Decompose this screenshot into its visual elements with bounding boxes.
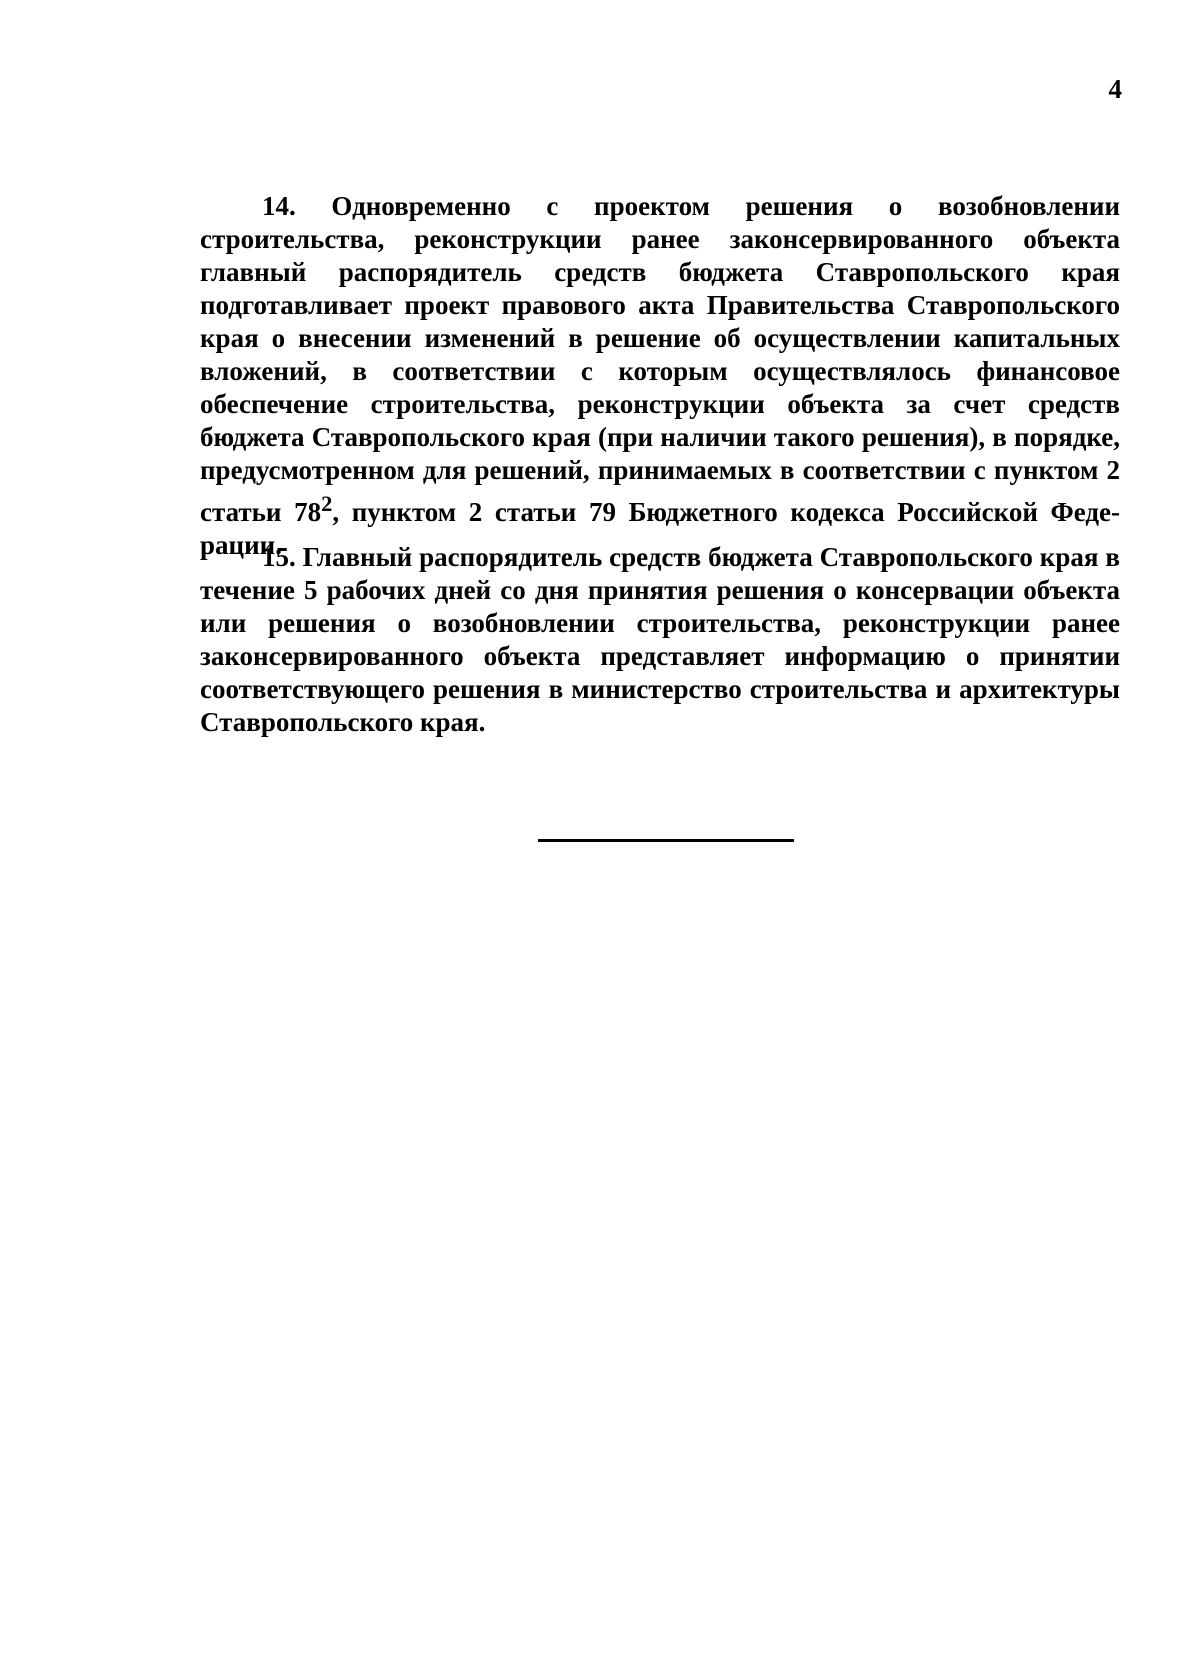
article-superscript: 2 — [321, 491, 333, 516]
paragraph-14-text — [200, 190, 1120, 562]
paragraph-14 — [200, 190, 1120, 562]
page-number: 4 — [1108, 74, 1122, 104]
paragraph-15-text: 15. Главный распорядитель средств бюджета Ставропольского края в течение 5 рабочих дней со дня принятия решения о консервации объекта или решения о возобновлении строительства, реконструкции ранее законсервированного объекта представляет информацию о принятии соответствующего решения в министерство строительства и архитектуры Ставропольского края. — [200, 542, 1120, 737]
closing-divider — [538, 839, 794, 842]
paragraph-14-text-main: 14. Одновременно с проектом решения о возобновлении строительства, реконструкции ранее законсервированного объекта главный распорядитель средств бюджета Ставропольского края подготавливает проект правового акта Правительства Ставропольского края о внесении изменений в решение об осуществлении капитальных вложений, в соответствии с которым осуществлялось финансовое обеспечение строительства, реконструкции объекта за счет средств бюджета Ставропольского края (при наличии такого решения), в порядке, предусмотренном для решений, принимаемых в соответствии с пунктом 2 статьи 78 — [200, 191, 1120, 527]
paragraph-14-text-tail: , пунктом 2 статьи 79 Бюджетного кодекса Российской Федерации. — [200, 497, 1120, 560]
paragraph-15 — [200, 541, 1120, 739]
